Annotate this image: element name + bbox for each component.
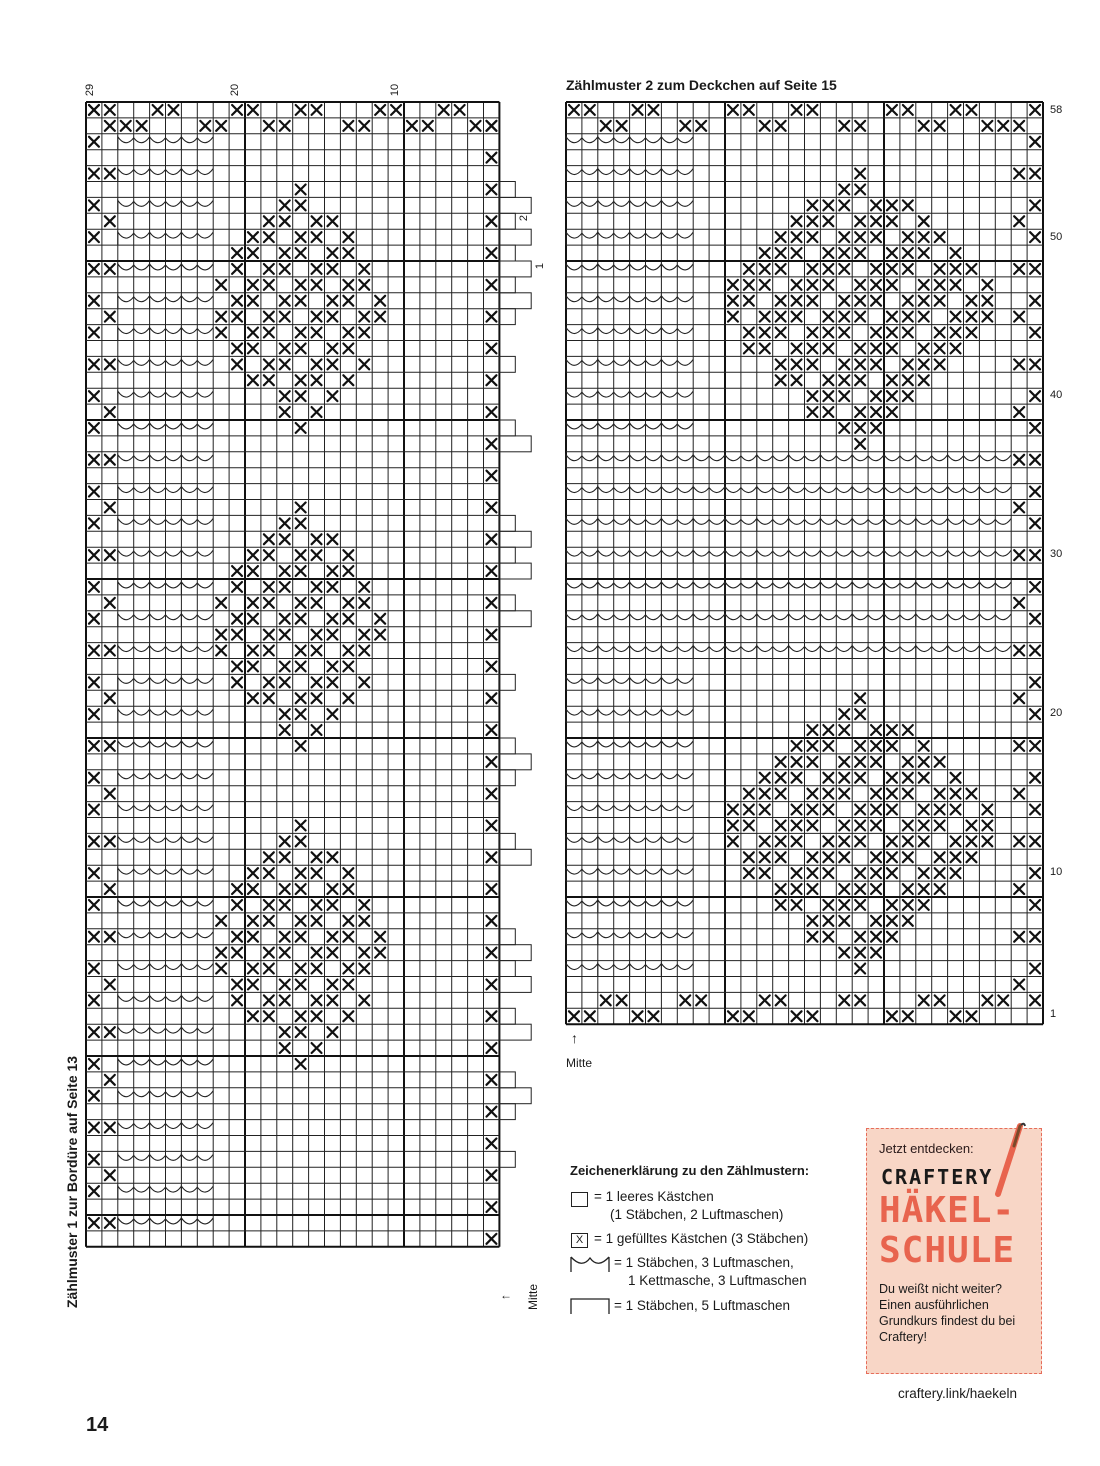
legend-item-empty-sub: (1 Stäbchen, 2 Luftmaschen) — [610, 1207, 784, 1222]
chart1-step-cell — [499, 929, 515, 945]
chart2-row-30: 30 — [1050, 548, 1063, 560]
chart1-step-cell — [499, 277, 515, 293]
chart1-col-29: 29 — [84, 83, 97, 97]
chart1-step-cell — [499, 738, 515, 754]
promo-kicker: Jetzt entdecken: — [879, 1141, 974, 1156]
chart2-arch-row — [566, 773, 693, 786]
chart2-arch-row — [566, 487, 693, 500]
chart1-row-1: 1 — [534, 262, 547, 270]
chart2-arch-row — [566, 264, 693, 277]
chart2-arch-row — [566, 550, 693, 563]
chart1-row-2: 2 — [518, 214, 531, 222]
legend-item-arch-sub: 1 Kettmasche, 3 Luftmaschen — [628, 1273, 807, 1288]
legend-arch-icon — [570, 1255, 610, 1273]
chart1-step-cell — [499, 309, 515, 325]
chart1-step-cell — [499, 945, 531, 961]
chart1-step-cell — [499, 261, 531, 277]
chart2-arch-row — [566, 423, 693, 436]
chart1-step-cell — [499, 849, 531, 865]
chart2-arch-row — [566, 741, 693, 754]
chart1-step-cell — [499, 356, 515, 372]
chart1-center-arrow-icon: ← — [500, 1288, 512, 1302]
chart2-arch-row — [566, 137, 693, 150]
chart1-step-cell — [499, 611, 531, 627]
chart1-step-cell — [499, 977, 531, 993]
chart1-step-cell — [499, 754, 531, 770]
chart1-step-cell — [499, 515, 515, 531]
promo-brand: CRAFTERY — [881, 1165, 994, 1189]
chart1-step-cell — [499, 213, 515, 229]
chart2-arch-row — [566, 614, 693, 627]
legend-bar-icon — [570, 1297, 610, 1315]
chart2-row-10: 10 — [1050, 866, 1063, 878]
chart2-arch-row — [566, 455, 693, 468]
chart2-row-40: 40 — [1050, 389, 1063, 401]
chart2-arch-row — [566, 677, 693, 690]
chart2-center-arrow-icon: ↑ — [571, 1030, 578, 1046]
legend-item-filled: = 1 gefülltes Kästchen (3 Stäbchen) — [594, 1231, 809, 1246]
chart2-arch-row — [566, 709, 693, 722]
chart2-row-1: 1 — [1050, 1008, 1057, 1020]
legend-empty-box-icon — [571, 1192, 588, 1207]
legend-item-bar: = 1 Stäbchen, 5 Luftmaschen — [614, 1298, 790, 1313]
chart1-step-cell — [499, 436, 531, 452]
chart1-step-cell — [499, 182, 515, 198]
chart2-arch-row — [566, 200, 693, 213]
chart2-title: Zählmuster 2 zum Deckchen auf Seite 15 — [566, 77, 837, 93]
chart2-arch-row — [566, 868, 693, 881]
chart1-step-cell — [499, 1104, 515, 1120]
legend-title: Zeichenerklärung zu den Zählmustern: — [570, 1163, 810, 1178]
chart1-step-cell — [499, 961, 515, 977]
chart1-step-cell — [499, 1088, 531, 1104]
chart2-arch-row — [566, 646, 693, 659]
chart2-row-58: 58 — [1050, 104, 1063, 116]
chart1-step-cell — [499, 833, 515, 849]
promo-blurb: Du weißt nicht weiter? Einen ausführlichen Grundkurs findest du bei Craftery! — [879, 1282, 1016, 1344]
crochet-hook-icon — [990, 1120, 1030, 1200]
chart1-title: Zählmuster 1 zur Bordüre auf Seite 13 — [64, 1055, 80, 1308]
promo-url-link[interactable]: craftery.link/haekeln — [898, 1386, 1018, 1401]
chart2-arch-row — [566, 328, 693, 341]
chart1-step-cell — [499, 531, 531, 547]
chart2-row-50: 50 — [1050, 231, 1063, 243]
legend-filled-box-icon: X — [571, 1233, 588, 1248]
promo-title-line1: HÄKEL- — [879, 1190, 1016, 1231]
chart1-step-cell — [499, 1072, 515, 1088]
chart1-step-cell — [499, 420, 515, 436]
page-number: 14 — [86, 1414, 109, 1436]
chart1-step-cell — [499, 293, 531, 309]
chart2-center-label: Mitte — [566, 1056, 593, 1070]
chart2-arch-row — [566, 232, 693, 245]
chart1-col-10: 10 — [389, 83, 402, 97]
chart2-arch-row — [566, 932, 693, 945]
chart2-arch-row — [566, 359, 693, 372]
chart1-step-cell — [499, 563, 531, 579]
chart1-step-cell — [499, 1024, 531, 1040]
chart1-col-20: 20 — [229, 83, 242, 97]
chart1-step-cell — [499, 595, 515, 611]
chart1-step-cell — [499, 674, 515, 690]
chart2-arch-row — [566, 518, 693, 531]
promo-title-line2: SCHULE — [879, 1230, 1016, 1271]
legend-item-arch: = 1 Stäbchen, 3 Luftmaschen, — [614, 1255, 794, 1270]
chart1-center-label: Mitte — [526, 1283, 541, 1311]
legend-item-empty: = 1 leeres Kästchen — [594, 1189, 714, 1204]
chart2-arch-row — [566, 391, 693, 404]
chart1-step-cell — [499, 229, 531, 245]
chart2-arch-row — [566, 900, 693, 913]
chart1-step-cell — [499, 197, 531, 213]
chart1-step-cell — [499, 770, 515, 786]
chart2-arch-row — [566, 296, 693, 309]
chart1-step-cell — [499, 1008, 515, 1024]
chart1-step-cell — [499, 547, 515, 563]
chart1-step-cell — [499, 245, 515, 261]
chart2-arch-row — [566, 805, 693, 818]
chart1-step-cell — [499, 1151, 515, 1167]
chart2-arch-row — [566, 964, 693, 977]
chart2-arch-row — [566, 836, 693, 849]
chart2-arch-row — [566, 582, 693, 595]
chart2-arch-row — [566, 169, 693, 182]
chart2-row-20: 20 — [1050, 707, 1063, 719]
